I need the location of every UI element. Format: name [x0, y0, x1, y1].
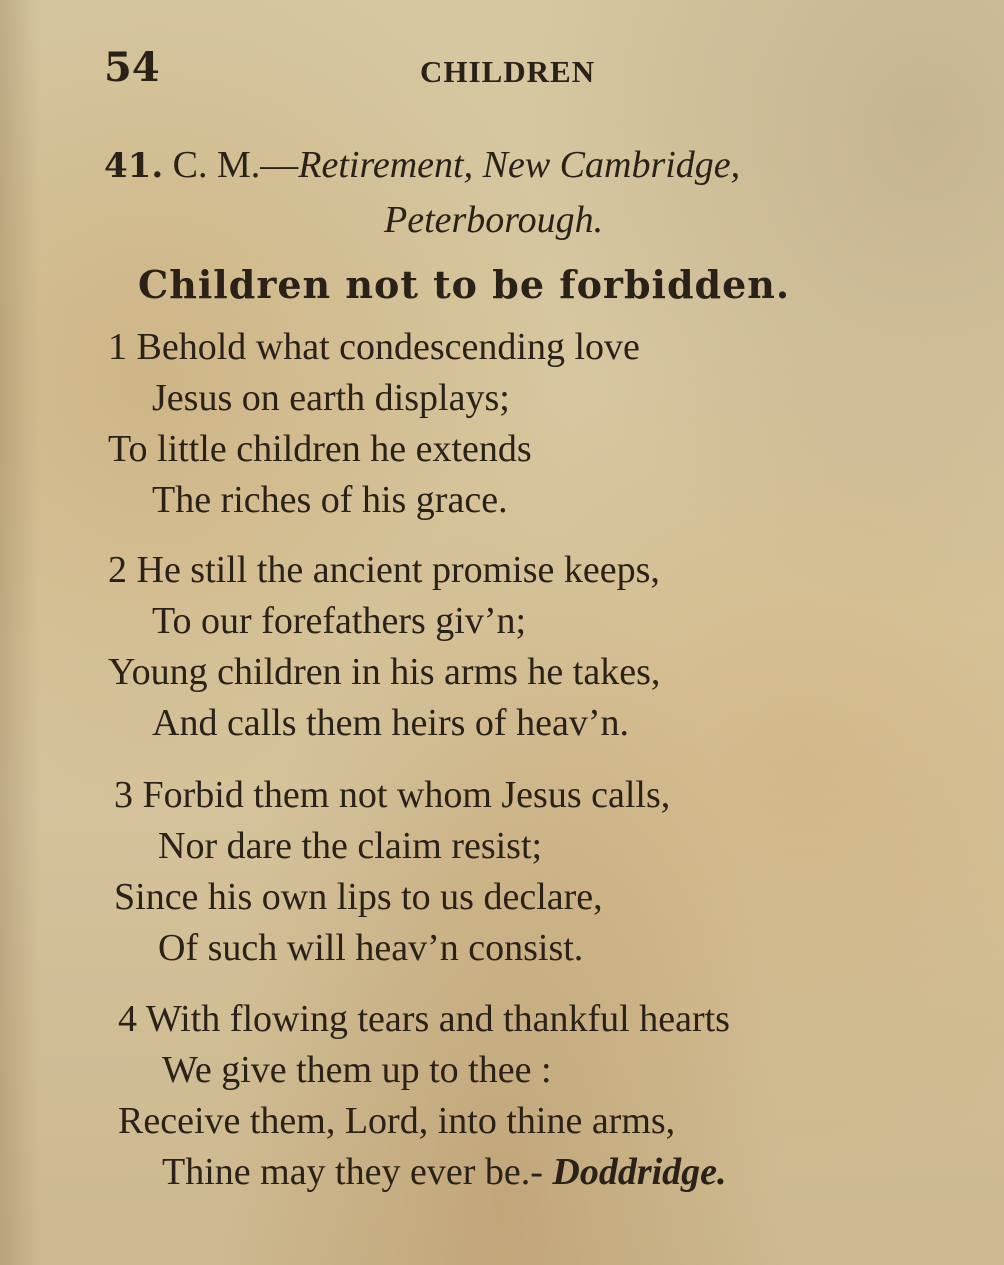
- author-attribution: Doddridge.: [552, 1151, 727, 1193]
- hymn-meter: C. M.—: [172, 144, 299, 186]
- line-text: And calls them heirs of heav’n.: [152, 702, 629, 744]
- stanza-line: [114, 770, 670, 821]
- line-text: To little children he extends: [108, 428, 532, 470]
- stanza-line: [108, 545, 660, 596]
- line-text: Since his own lips to us declare,: [114, 876, 603, 918]
- stanza-line: [114, 923, 670, 974]
- line-text: Receive them, Lord, into thine arms,: [118, 1100, 676, 1142]
- stanza-3: [114, 770, 670, 974]
- line-text: Thine may they ever be.-: [162, 1151, 543, 1193]
- hymn-tunes: Retirement, New Cambridge,: [298, 144, 741, 186]
- page-edge-shadow: [0, 0, 40, 1265]
- verse-number: 2: [108, 549, 127, 591]
- line-text: To our forefathers giv’n;: [152, 600, 527, 642]
- line-text: Nor dare the claim resist;: [158, 825, 543, 867]
- stanza-line: [118, 1045, 730, 1096]
- verse-number: 3: [114, 774, 133, 816]
- stanza-line: [108, 698, 660, 749]
- stanza-1: [108, 322, 640, 526]
- running-head: CHILDREN: [420, 54, 596, 89]
- stanza-line: [108, 424, 640, 475]
- line-text: With flowing tears and thankful hearts: [145, 998, 730, 1040]
- stanza-4: [118, 994, 730, 1198]
- stanza-line: [118, 1096, 730, 1147]
- stanza-line: [108, 475, 640, 526]
- hymn-heading: [104, 138, 974, 247]
- page-header: [104, 44, 904, 94]
- line-text: Behold what condescending love: [136, 326, 640, 368]
- stanza-2: [108, 545, 660, 749]
- line-text: Of such will heav’n consist.: [158, 927, 584, 969]
- hymn-title: Children not to be forbidden.: [138, 262, 791, 307]
- stanza-line: [108, 373, 640, 424]
- line-text: The riches of his grace.: [152, 479, 508, 521]
- line-text: Forbid them not whom Jesus calls,: [142, 774, 671, 816]
- line-text: Young children in his arms he takes,: [108, 651, 661, 693]
- hymn-tunes-continued: Peterborough.: [384, 199, 604, 241]
- stanza-line: [108, 596, 660, 647]
- stanza-line: [108, 647, 660, 698]
- stanza-line: [114, 821, 670, 872]
- verse-number: 1: [108, 326, 127, 368]
- line-text: Jesus on earth displays;: [152, 377, 510, 419]
- line-text: We give them up to thee :: [162, 1049, 552, 1091]
- line-text: He still the ancient promise keeps,: [136, 549, 660, 591]
- stanza-line: [108, 322, 640, 373]
- stanza-line: [118, 994, 730, 1045]
- page-number: 54: [104, 44, 160, 91]
- hymn-number: 41.: [104, 146, 164, 186]
- verse-number: 4: [118, 998, 137, 1040]
- stanza-line: [118, 1147, 730, 1198]
- stanza-line: [114, 872, 670, 923]
